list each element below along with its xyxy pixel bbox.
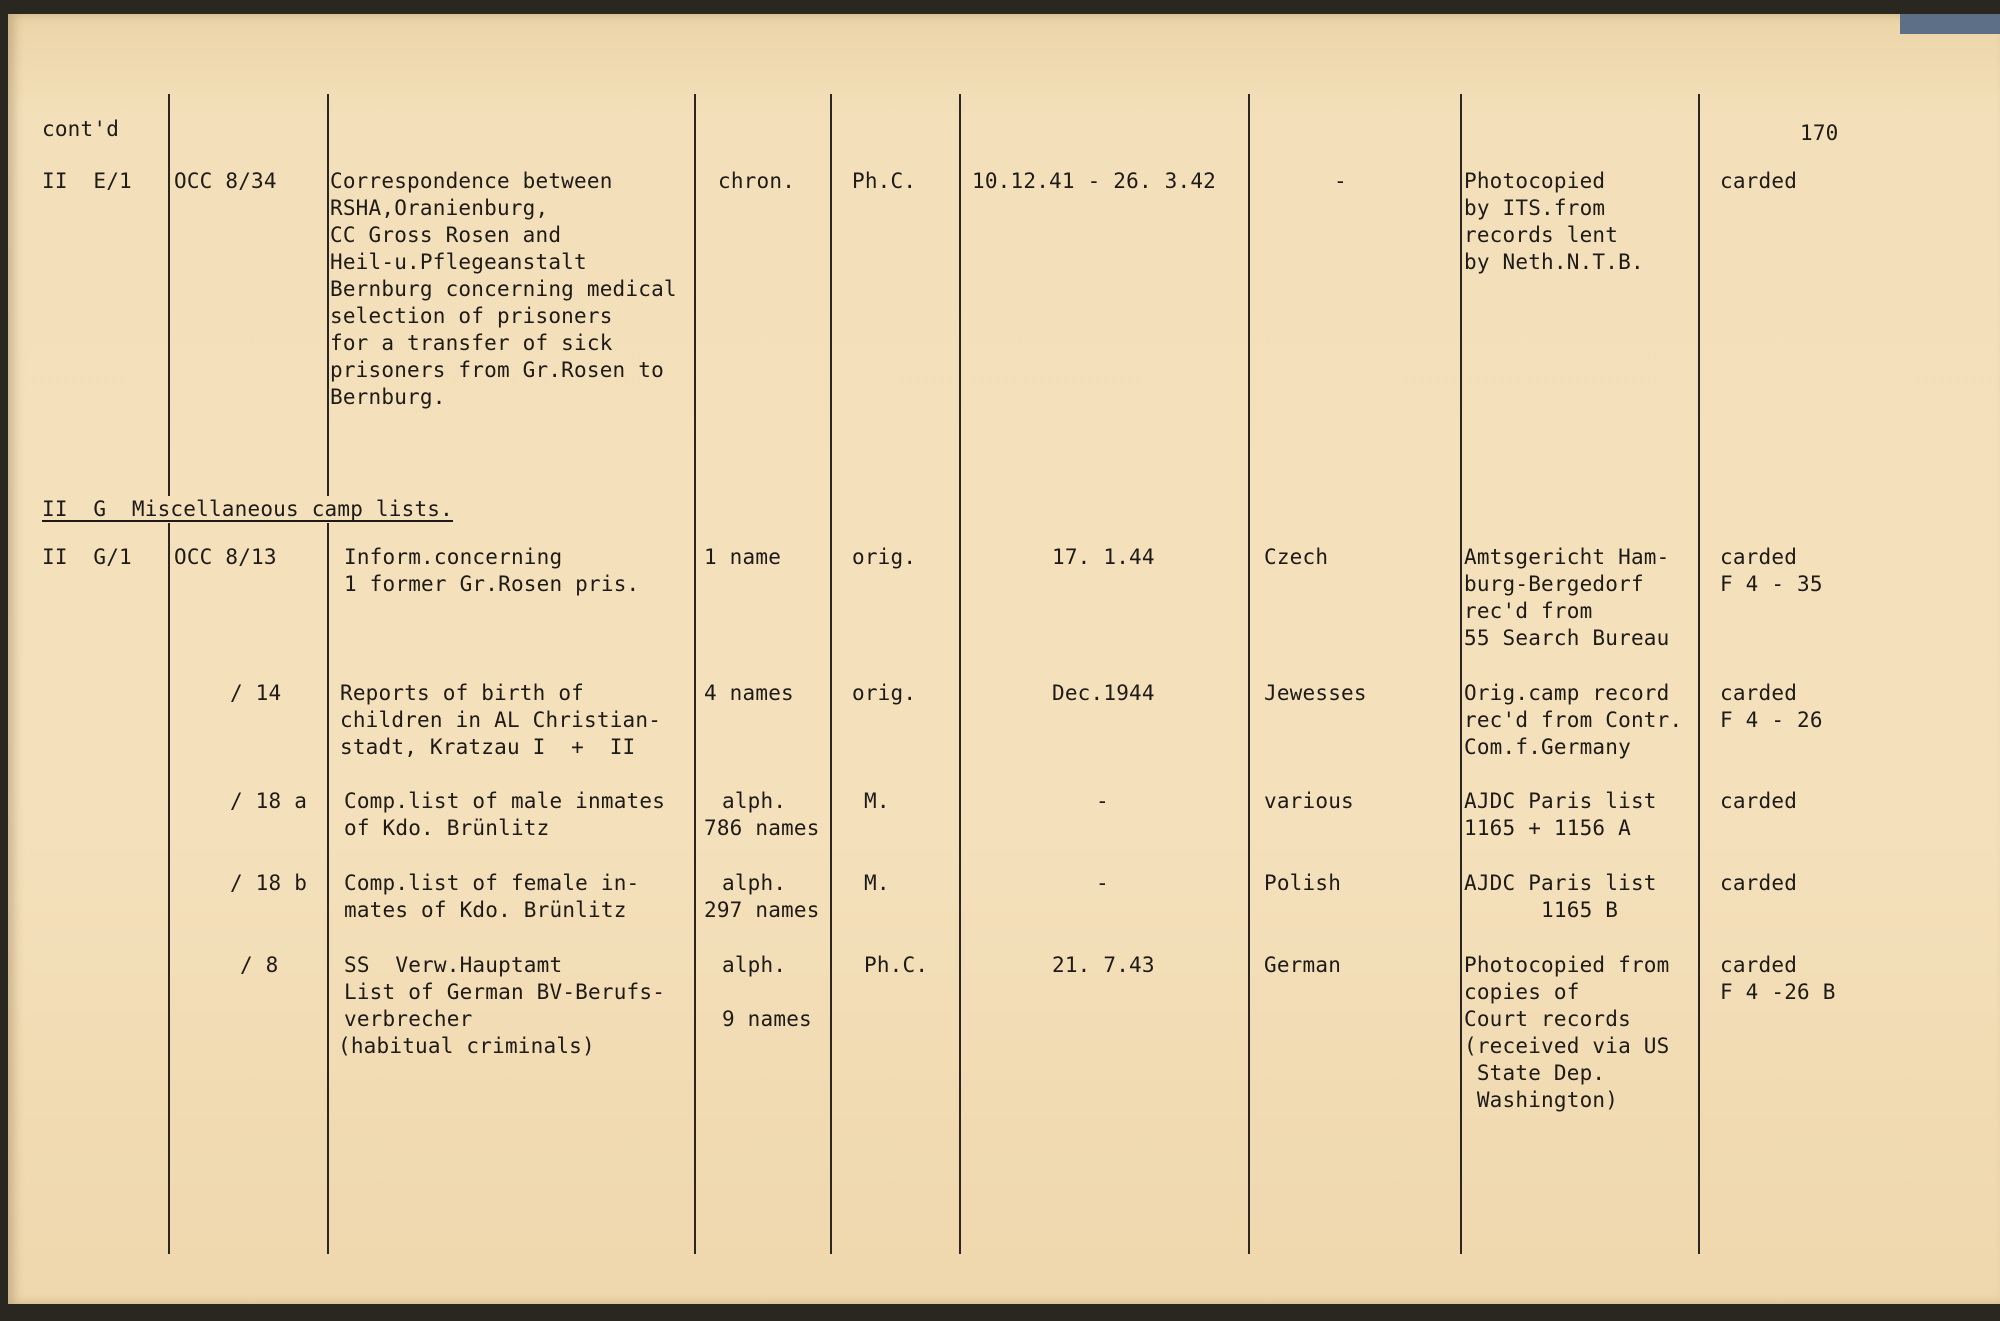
- type-cell: orig.: [852, 681, 917, 705]
- description-line: SS Verw.Hauptamt: [344, 953, 563, 977]
- extent-cell: alph.: [722, 871, 787, 895]
- ref-cell: II G/1: [42, 545, 132, 569]
- status-cell: carded: [1720, 789, 1798, 813]
- description-line: children in AL Christian-: [340, 708, 662, 732]
- status-cell: F 4 -26 B: [1720, 980, 1836, 1004]
- binder-edge: [1900, 14, 2000, 34]
- column-rule-8: [1698, 94, 1700, 1254]
- file-cell: OCC 8/34: [174, 169, 277, 193]
- source-line: AJDC Paris list: [1464, 871, 1657, 895]
- source-line: Washington): [1464, 1088, 1619, 1112]
- source-line: rec'd from: [1464, 599, 1593, 623]
- status-cell: carded: [1720, 169, 1798, 193]
- source-line: burg-Bergedorf: [1464, 572, 1644, 596]
- description-line: prisoners from Gr.Rosen to: [330, 358, 664, 382]
- description-line: Inform.concerning: [344, 545, 563, 569]
- description-line: stadt, Kratzau I + II: [340, 735, 636, 759]
- source-line: 1165 + 1156 A: [1464, 816, 1631, 840]
- nationality-cell: various: [1264, 789, 1354, 813]
- description-line: Reports of birth of: [340, 681, 585, 705]
- description-line: List of German BV-Berufs-: [344, 980, 666, 1004]
- ref-cell: II E/1: [42, 169, 132, 193]
- source-line: 55 Search Bureau: [1464, 626, 1670, 650]
- description-line: (habitual criminals): [338, 1034, 595, 1058]
- description-line: RSHA,Oranienburg,: [330, 196, 549, 220]
- date-cell: 17. 1.44: [1052, 545, 1155, 569]
- source-line: Photocopied from: [1464, 953, 1670, 977]
- description-line: Comp.list of male inmates: [344, 789, 666, 813]
- status-cell: F 4 - 26: [1720, 708, 1823, 732]
- status-cell: F 4 - 35: [1720, 572, 1823, 596]
- type-cell: Ph.C.: [864, 953, 929, 977]
- description-line: Bernburg concerning medical: [330, 277, 677, 301]
- file-cell: / 8: [240, 953, 279, 977]
- file-cell: / 14: [230, 681, 282, 705]
- source-line: 1165 B: [1464, 898, 1619, 922]
- status-cell: carded: [1720, 953, 1798, 977]
- description-line: 1 former Gr.Rosen pris.: [344, 572, 640, 596]
- file-cell: OCC 8/13: [174, 545, 277, 569]
- source-line: Com.f.Germany: [1464, 735, 1631, 759]
- contd-label: cont'd: [42, 117, 120, 141]
- type-cell: Ph.C.: [852, 169, 917, 193]
- source-line: Amtsgericht Ham-: [1464, 545, 1670, 569]
- extent-cell: 297 names: [704, 898, 820, 922]
- nationality-cell: Polish: [1264, 871, 1342, 895]
- column-rule-4: [830, 94, 832, 1254]
- column-rule-6: [1248, 94, 1250, 1254]
- source-line: State Dep.: [1464, 1061, 1606, 1085]
- status-cell: carded: [1720, 681, 1798, 705]
- description-line: selection of prisoners: [330, 304, 613, 328]
- source-line: Orig.camp record: [1464, 681, 1670, 705]
- type-cell: M.: [864, 789, 890, 813]
- description-line: verbrecher: [344, 1007, 473, 1031]
- source-line: by ITS.from: [1464, 196, 1606, 220]
- column-rule-5: [959, 94, 961, 1254]
- column-rule-3: [694, 94, 696, 1254]
- description-line: mates of Kdo. Brünlitz: [344, 898, 627, 922]
- archive-page: [8, 14, 2000, 1304]
- type-cell: M.: [864, 871, 890, 895]
- date-cell: -: [1096, 871, 1109, 895]
- source-line: Court records: [1464, 1007, 1631, 1031]
- nationality-cell: -: [1334, 169, 1347, 193]
- extent-cell: 1 name: [704, 545, 782, 569]
- nationality-cell: German: [1264, 953, 1342, 977]
- nationality-cell: Czech: [1264, 545, 1329, 569]
- nationality-cell: Jewesses: [1264, 681, 1367, 705]
- source-line: (received via US: [1464, 1034, 1670, 1058]
- column-rule-2: [327, 94, 329, 1254]
- extent-cell: 4 names: [704, 681, 794, 705]
- description-line: Comp.list of female in-: [344, 871, 640, 895]
- column-rule-7: [1460, 94, 1462, 1254]
- description-line: of Kdo. Brünlitz: [344, 816, 550, 840]
- extent-cell: 9 names: [722, 1007, 812, 1031]
- status-cell: carded: [1720, 871, 1798, 895]
- status-cell: carded: [1720, 545, 1798, 569]
- file-cell: / 18 b: [230, 871, 308, 895]
- extent-cell: alph.: [722, 789, 787, 813]
- description-line: Bernburg.: [330, 385, 446, 409]
- source-line: by Neth.N.T.B.: [1464, 250, 1644, 274]
- file-cell: / 18 a: [230, 789, 308, 813]
- source-line: copies of: [1464, 980, 1580, 1004]
- column-rule-1: [168, 94, 170, 1254]
- date-cell: 10.12.41 - 26. 3.42: [972, 169, 1217, 193]
- date-cell: -: [1096, 789, 1109, 813]
- date-cell: 21. 7.43: [1052, 953, 1155, 977]
- extent-cell: chron.: [718, 169, 796, 193]
- description-line: for a transfer of sick: [330, 331, 613, 355]
- description-line: Heil-u.Pflegeanstalt: [330, 250, 587, 274]
- description-line: CC Gross Rosen and: [330, 223, 562, 247]
- type-cell: orig.: [852, 545, 917, 569]
- source-line: AJDC Paris list: [1464, 789, 1657, 813]
- extent-cell: alph.: [722, 953, 787, 977]
- source-line: Photocopied: [1464, 169, 1606, 193]
- extent-cell: 786 names: [704, 816, 820, 840]
- description-line: Correspondence between: [330, 169, 613, 193]
- source-line: records lent: [1464, 223, 1619, 247]
- source-line: rec'd from Contr.: [1464, 708, 1683, 732]
- page-number: 170: [1800, 121, 1839, 145]
- date-cell: Dec.1944: [1052, 681, 1155, 705]
- section-heading: II G Miscellaneous camp lists.: [42, 496, 457, 523]
